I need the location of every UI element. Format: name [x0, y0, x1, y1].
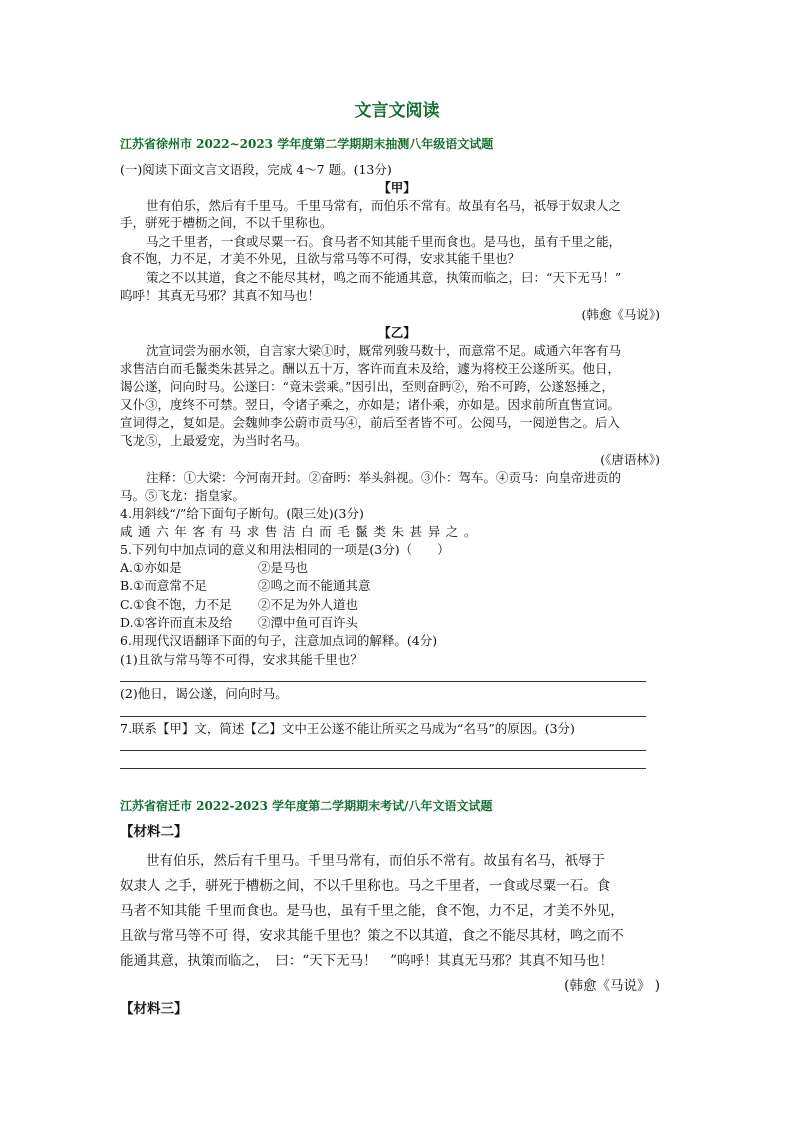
- option-b-1: B.①而意常不足: [120, 578, 207, 593]
- jia-line: 食不饱，力不足，才美不外见，且欲与常马等不可得，安求其能千里也？: [120, 251, 521, 266]
- jia-citation: (韩愈《马说》): [581, 307, 660, 322]
- jia-line: 策之不以其道，食之不能尽其材，鸣之而不能通其意，执策而临之，曰：“天下无马！”: [146, 270, 622, 285]
- answer-line: [120, 716, 646, 717]
- jia-line: 马之千里者，一食或尽粟一石。食马者不知其能千里而食也。是马也，虽有千里之能，: [146, 234, 622, 249]
- question-6-1: (1)且欲与常马等不可得，安求其能千里也？: [120, 652, 363, 667]
- material-2-line: 奴隶人 之手，骈死于槽枥之间，不以千里称也。马之千里者，一食或尽粟一石。食: [120, 878, 611, 894]
- yi-line: 谒公遂，问向时马。公遂曰：“竟未尝乘。”因引出，至则奋眄②，殆不可跨，公遂怒捶之，: [120, 379, 615, 394]
- material-2-line: 能通其意，执策而临之， 曰：“天下无马！ ”呜呼！其真无马邪？其真不知马也！: [120, 953, 614, 969]
- material-2-line: 马者不知其能 千里而食也。是马也，虽有千里之能，食不饱，力不足，才美不外见，: [120, 903, 624, 919]
- jia-line: 手，骈死于槽枥之间，不以千里称也。: [120, 215, 333, 230]
- source-line-xuzhou: 江苏省徐州市 2022~2023 学年度第二学期期末抽测八年级语文试题: [120, 137, 494, 151]
- notes-line: 马。⑤飞龙：指皇家。: [120, 488, 246, 503]
- source-line-suqian: 江苏省宿迁市 2022-2023 学年度第二学期期末考试/八年文语文试题: [120, 799, 493, 813]
- answer-line: [120, 768, 646, 769]
- option-c-1: C.①食不饱，力不足: [120, 597, 232, 612]
- option-d-1: D.①客许而直未及给: [120, 615, 233, 630]
- question-6-2: (2)他日，谒公遂，问向时马。: [120, 686, 288, 701]
- notes-line: 注释：①大梁：今河南开封。②奋眄：举头斜视。③仆：驾车。④贡马：向皇帝进贡的: [146, 470, 622, 485]
- option-b-2: ②鸣之而不能通其意: [258, 578, 371, 593]
- answer-line: [120, 750, 646, 751]
- yi-line: 又仆③，度终不可禁。翌日，令诸子乘之，亦如是；诸仆乘，亦如是。因求前所直售宣词。: [120, 397, 621, 412]
- yi-citation: (《唐语林》): [600, 452, 660, 467]
- question-4-sentence: 咸通六年客有马求售洁白而毛鬣类朱甚异之。: [120, 524, 483, 539]
- question-5: 5.下列句中加点词的意义和用法相同的一项是(3分)（ ）: [120, 542, 450, 557]
- jia-line: 呜呼！其真无马邪？其真不知马也！: [120, 288, 321, 303]
- yi-line: 宣词得之，复如是。会魏帅李公蔚市贡马④，前后至者皆不可。公阅马，一阅逆售之。后入: [120, 415, 621, 430]
- material-2-citation: (韩愈《马说》 ): [564, 978, 660, 994]
- question-4: 4.用斜线“/”给下面句子断句。(限三处)(3分): [120, 506, 364, 521]
- material-2-line: 且欲与常马等不可 得，安求其能千里也？策之不以其道，食之不能尽其材，鸣之而不: [120, 928, 624, 944]
- yi-heading: 【乙】: [378, 325, 416, 340]
- option-c-2: ②不足为外人道也: [258, 597, 359, 612]
- material-2-line: 世有伯乐，然后有千里马。千里马常有，而伯乐不常有。故虽有名马，祇辱于: [146, 853, 605, 869]
- option-a-2: ②是马也: [258, 560, 309, 575]
- yi-line: 沈宣词尝为丽水领，自言家大梁①时，厩常列骏马数十，而意常不足。咸通六年客有马: [146, 343, 622, 358]
- option-d-2: ②潭中鱼可百许头: [258, 615, 359, 630]
- option-a-1: A.①亦如是: [120, 560, 182, 575]
- page-title: 文言文阅读: [354, 101, 440, 121]
- material-2-heading: 【材料二】: [120, 824, 188, 840]
- answer-line: [120, 681, 646, 682]
- section-intro: (一)阅读下面文言文语段，完成 4～7 题。(13分): [120, 162, 392, 177]
- material-3-heading: 【材料三】: [120, 1001, 188, 1017]
- question-6: 6.用现代汉语翻译下面的句子，注意加点词的解释。(4分): [120, 633, 438, 648]
- yi-line: 飞龙⑤，上最爱宠，为当时名马。: [120, 433, 308, 448]
- yi-line: 求售洁白而毛鬣类朱甚异之。酬以五十万，客许而直未及给，遽为将校王公遂所买。他日，: [120, 361, 621, 376]
- jia-heading: 【甲】: [378, 180, 416, 195]
- jia-line: 世有伯乐，然后有千里马。千里马常有，而伯乐不常有。故虽有名马，祇辱于奴隶人之: [146, 198, 622, 213]
- question-7: 7.联系【甲】文，简述【乙】文中王公遂不能让所买之马成为“名马”的原因。(3分): [120, 721, 575, 736]
